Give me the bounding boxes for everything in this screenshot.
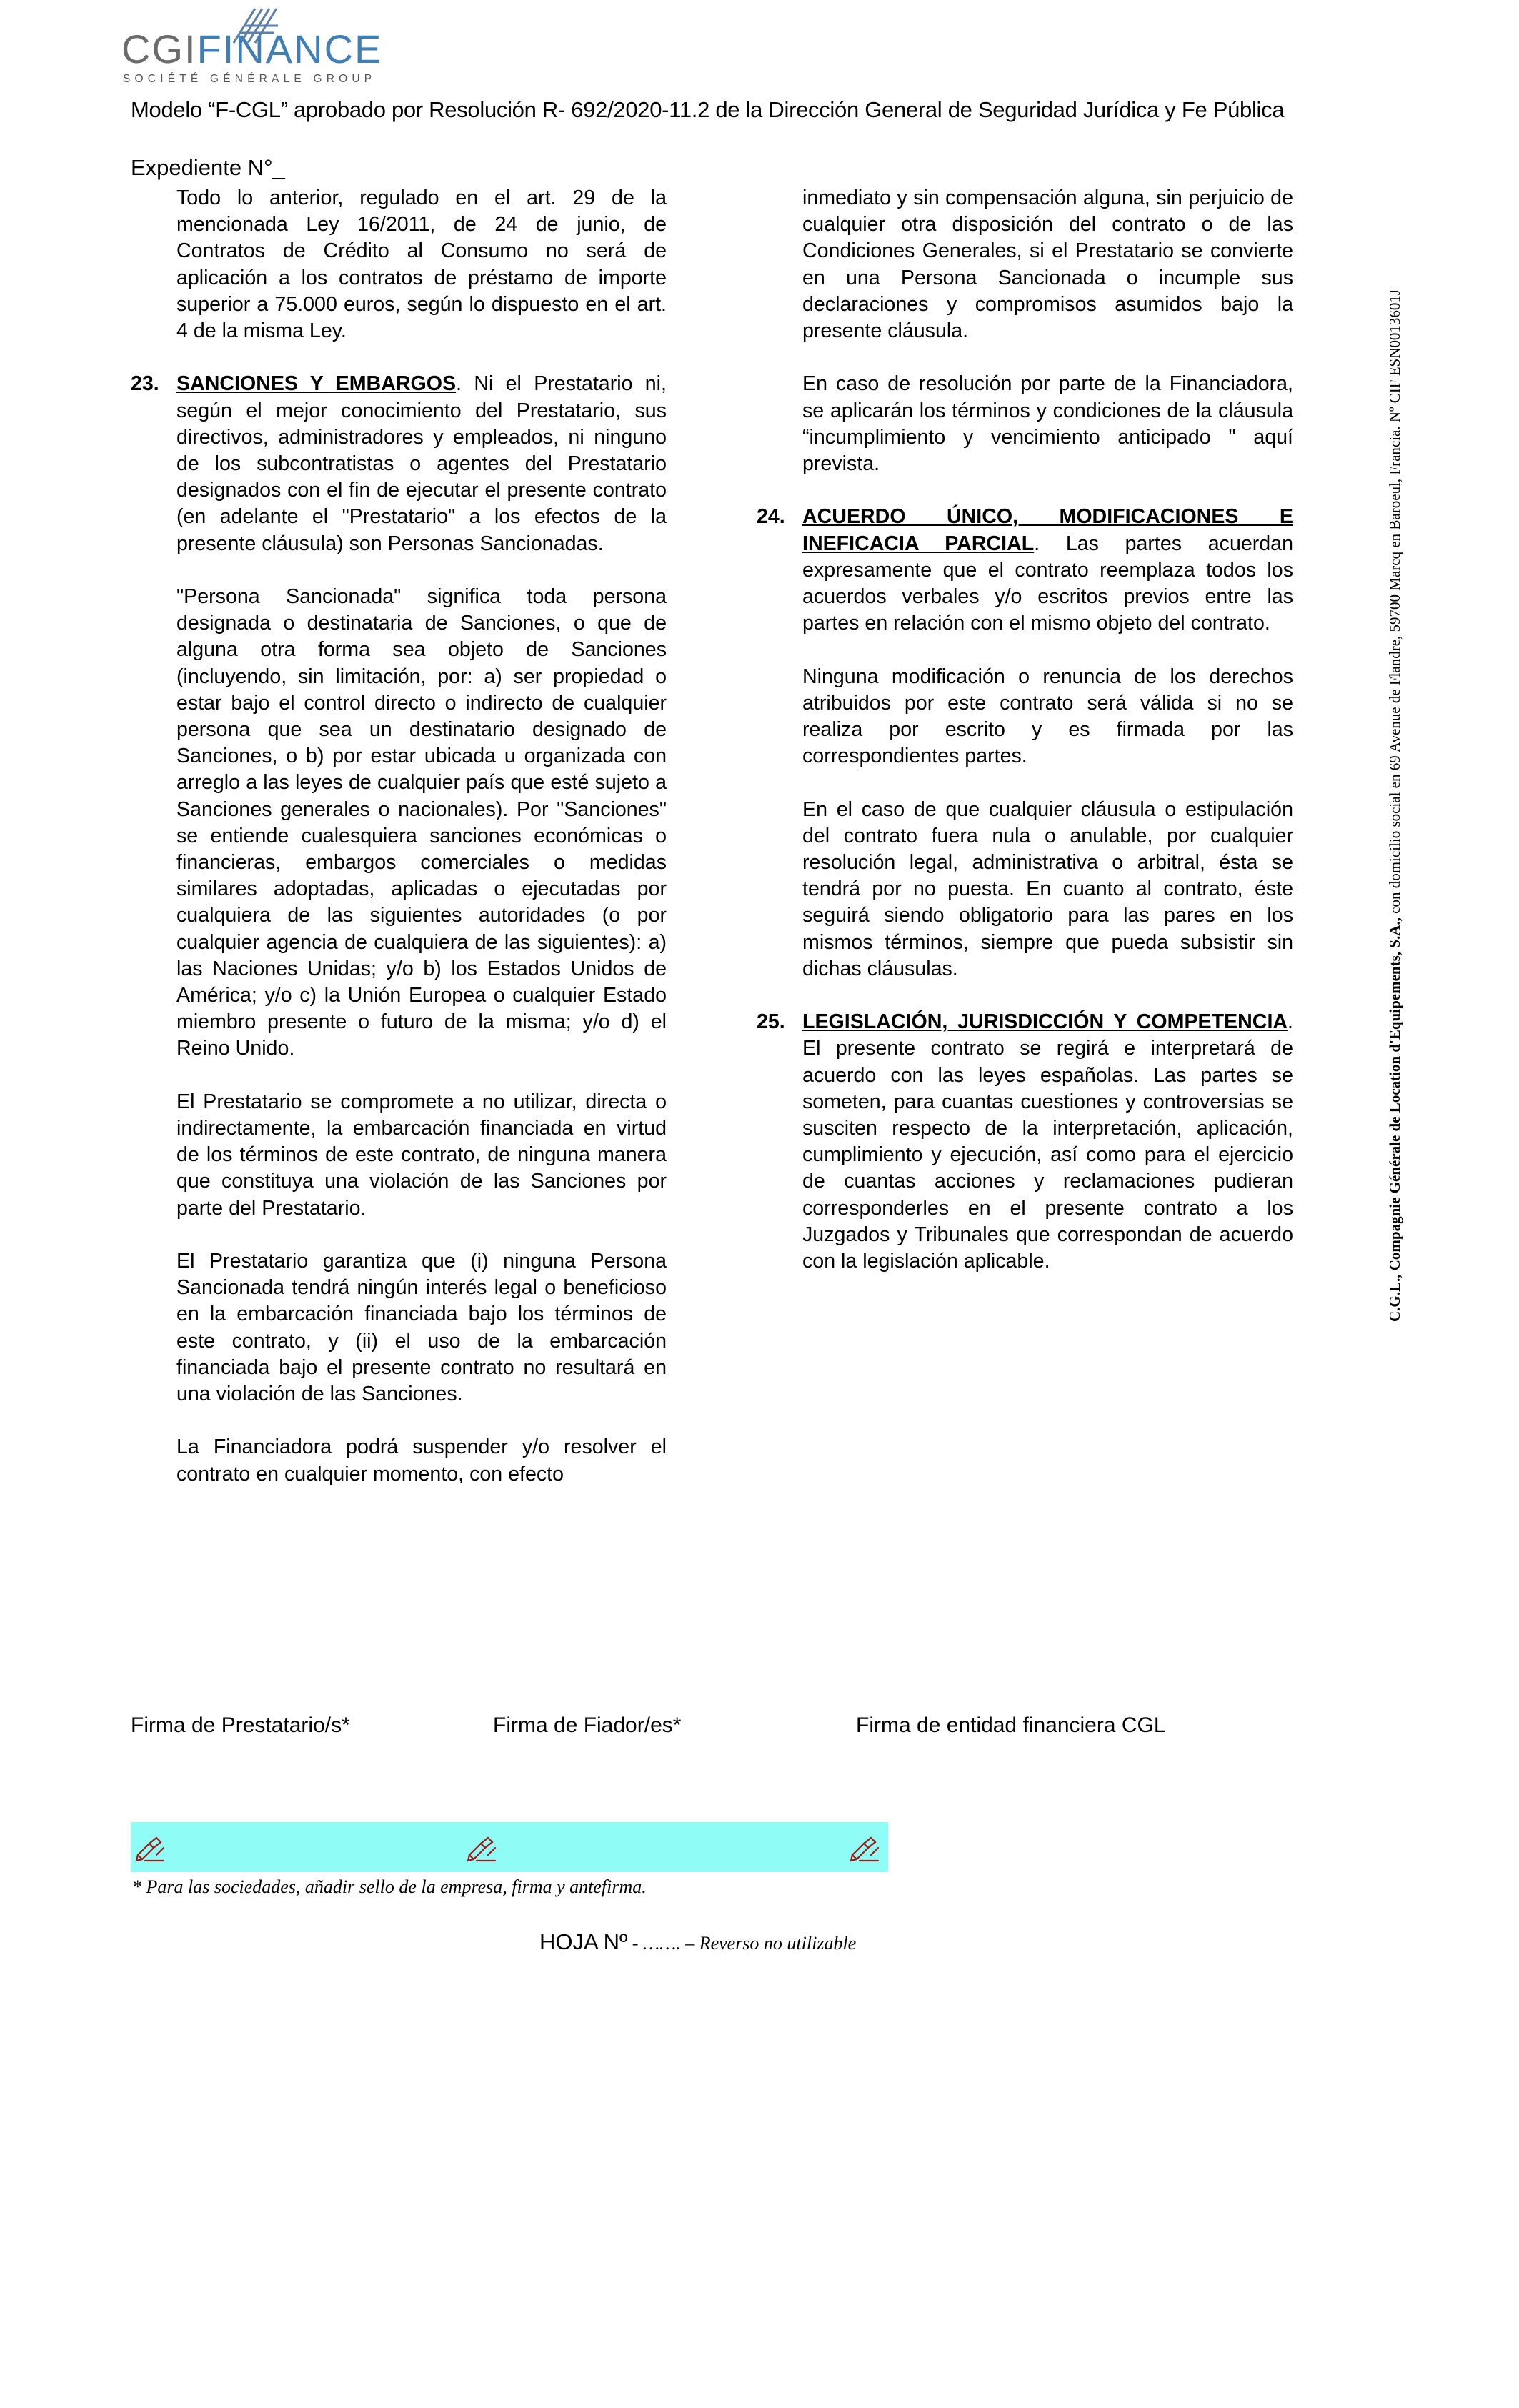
writing-hand-icon [135, 1834, 166, 1862]
paragraph: "Persona Sancionada" significa toda persona designada o destinataria de Sanciones, o que de alguna otra forma sea objeto de Sanciones (incluyendo, sin limitación, por: a) ser propiedad o estar bajo el control directo o indirecto de cualquier persona que sea un destinatario designado de Sanciones, o b) por estar ubicada u organizada con arreglo a las leyes de cualquier país que esté sujeto a Sanciones generales o nacionales). Por "Sanciones" se entiende cualesquiera sanciones económicas o financieras, embargos comerciales o medidas similares adoptadas, aplicadas o ejecutadas por cualquiera de las siguientes autoridades (o por cualquier agencia de cualquiera de las siguientes): a) las Naciones Unidas; y/o b) los Estados Unidos de América; y/o c) la Unión Europea o cualquier Estado miembro presente o futuro de la misma; y/o d) el Reino Unido. [176, 585, 667, 1060]
paragraph: El Prestatario se compromete a no utilizar, directa o indirectamente, la embarcación financiada en virtud de los términos de este contrato, de ninguna manera que constituya una violación de las Sanciones por parte del Prestatario. [176, 1090, 667, 1220]
section-text: . El presente contrato se regirá e interpretará de acuerdo con las leyes españolas. Las partes se someten, para cuantas cuestiones y controversias se susciten respecto de la interpretación, aplicación, cumplimiento y ejecución, así como para el ejercicio de cuantas acciones y reclamaciones pudieran corresponderles en el presente contrato a los Juzgados y Tribunales que correspondan de acuerdo con la legislación aplicable. [802, 1010, 1293, 1273]
side-legal-text [1386, 289, 1410, 2408]
borrower-signature-label: Firma de Prestatario/s* [131, 1713, 350, 1737]
company-name: C.G.L., Compagnie Générale de Location d'Equipements, S.A., [1386, 917, 1403, 1322]
writing-hand-icon [850, 1834, 881, 1862]
section-number: 24. [757, 505, 785, 529]
right-column [757, 185, 1293, 1275]
section-title: LEGISLACIÓN, JURISDICCIÓN Y COMPETENCIA [802, 1010, 1288, 1034]
section-title: SANCIONES Y EMBARGOS [176, 372, 457, 396]
section-text: . Ni el Prestatario ni, según el mejor conocimiento del Prestatario, sus directivos, administradores y empleados, ni ninguno de los subcontratistas o agentes del Prestatario designados con el fin de ejecutar el presente contrato (en adelante el "Prestatario" a los efectos de la presente cláusula) son Personas Sancionadas. [176, 372, 667, 555]
footnote: * Para las sociedades, añadir sello de la empresa, firma y antefirma. [132, 1876, 647, 1897]
logo-wordmark: CGIFINANCE [121, 26, 383, 71]
section-number: 25. [757, 1010, 785, 1034]
writing-hand-icon [467, 1834, 498, 1862]
paragraph: inmediato y sin compensación alguna, sin perjuicio de cualquier otra disposición del contrato o de las Condiciones Generales, si el Prestatario se convierte en una Persona Sancionada o incumple sus declaraciones y compromisos asumidos bajo la presente cláusula. [802, 186, 1293, 343]
section-23 [131, 371, 667, 557]
sheet-number [539, 1929, 856, 1955]
section-number: 23. [131, 372, 159, 396]
paragraph: Todo lo anterior, regulado en el art. 29 de la mencionada Ley 16/2011, de 24 de junio, de Contratos de Crédito al Consumo no será de aplicación a los contratos de préstamo de importe superior a 75.000 euros, según lo dispuesto en el art. 4 de la misma Ley. [176, 186, 667, 343]
section-text: . Las partes acuerdan expresamente que el contrato reemplaza todos los acuerdos verbales y/o escritos previos entre las partes en relación con el mismo objeto del contrato. [802, 532, 1293, 635]
sheet-note: - ……. – Reverso no utilizable [627, 1933, 857, 1954]
section-24 [757, 504, 1293, 637]
section-25 [757, 1009, 1293, 1275]
company-address: con domicilio social en 69 Avenue de Flandre, 59700 Marcq en Baroeul, Francia. Nº CIF ESN0013601J [1386, 289, 1403, 918]
paragraph: El Prestatario garantiza que (i) ninguna Persona Sancionada tendrá ningún interés legal o beneficioso en la embarcación financiada bajo los términos de este contrato, y (ii) el uso de la embarcación financiada bajo el presente contrato no resultará en una violación de las Sanciones. [176, 1250, 667, 1406]
cgi-finance-logo [121, 7, 383, 93]
model-approval-line: Modelo “F-CGL” aprobado por Resolución R- 692/2020-11.2 de la Dirección General de Seguridad Jurídica y Fe Pública [131, 97, 1285, 122]
guarantor-signature-label: Firma de Fiador/es* [493, 1713, 682, 1737]
expediente-number: Expediente N°_ [131, 155, 285, 180]
paragraph: En el caso de que cualquier cláusula o estipulación del contrato fuera nula o anulable, por cualquier resolución legal, administrativa o arbitral, ésta se tendrá por no puesta. En cuanto al contrato, éste seguirá siendo obligatorio para las pares en los mismos términos, siempre que pueda subsistir sin dichas cláusulas. [802, 797, 1293, 980]
paragraph: En caso de resolución por parte de la Financiadora, se aplicarán los términos y condiciones de la cláusula “incumplimiento y vencimiento anticipado " aquí prevista. [802, 372, 1293, 476]
logo-subtitle: SOCIÉTÉ GÉNÉRALE GROUP [123, 73, 377, 85]
section-title: ACUERDO ÚNICO, MODIFICACIONES E INEFICACIA PARCIAL [802, 505, 1293, 555]
sheet-label: HOJA Nº [539, 1929, 628, 1954]
signature-band [131, 1822, 888, 1872]
paragraph: Ninguna modificación o renuncia de los derechos atribuidos por este contrato será válida si no se realiza por escrito y es firmada por las correspondientes partes. [802, 665, 1293, 768]
left-column [131, 185, 667, 1488]
entity-signature-label: Firma de entidad financiera CGL [856, 1713, 1166, 1737]
paragraph: La Financiadora podrá suspender y/o resolver el contrato en cualquier momento, con efecto [176, 1436, 667, 1486]
